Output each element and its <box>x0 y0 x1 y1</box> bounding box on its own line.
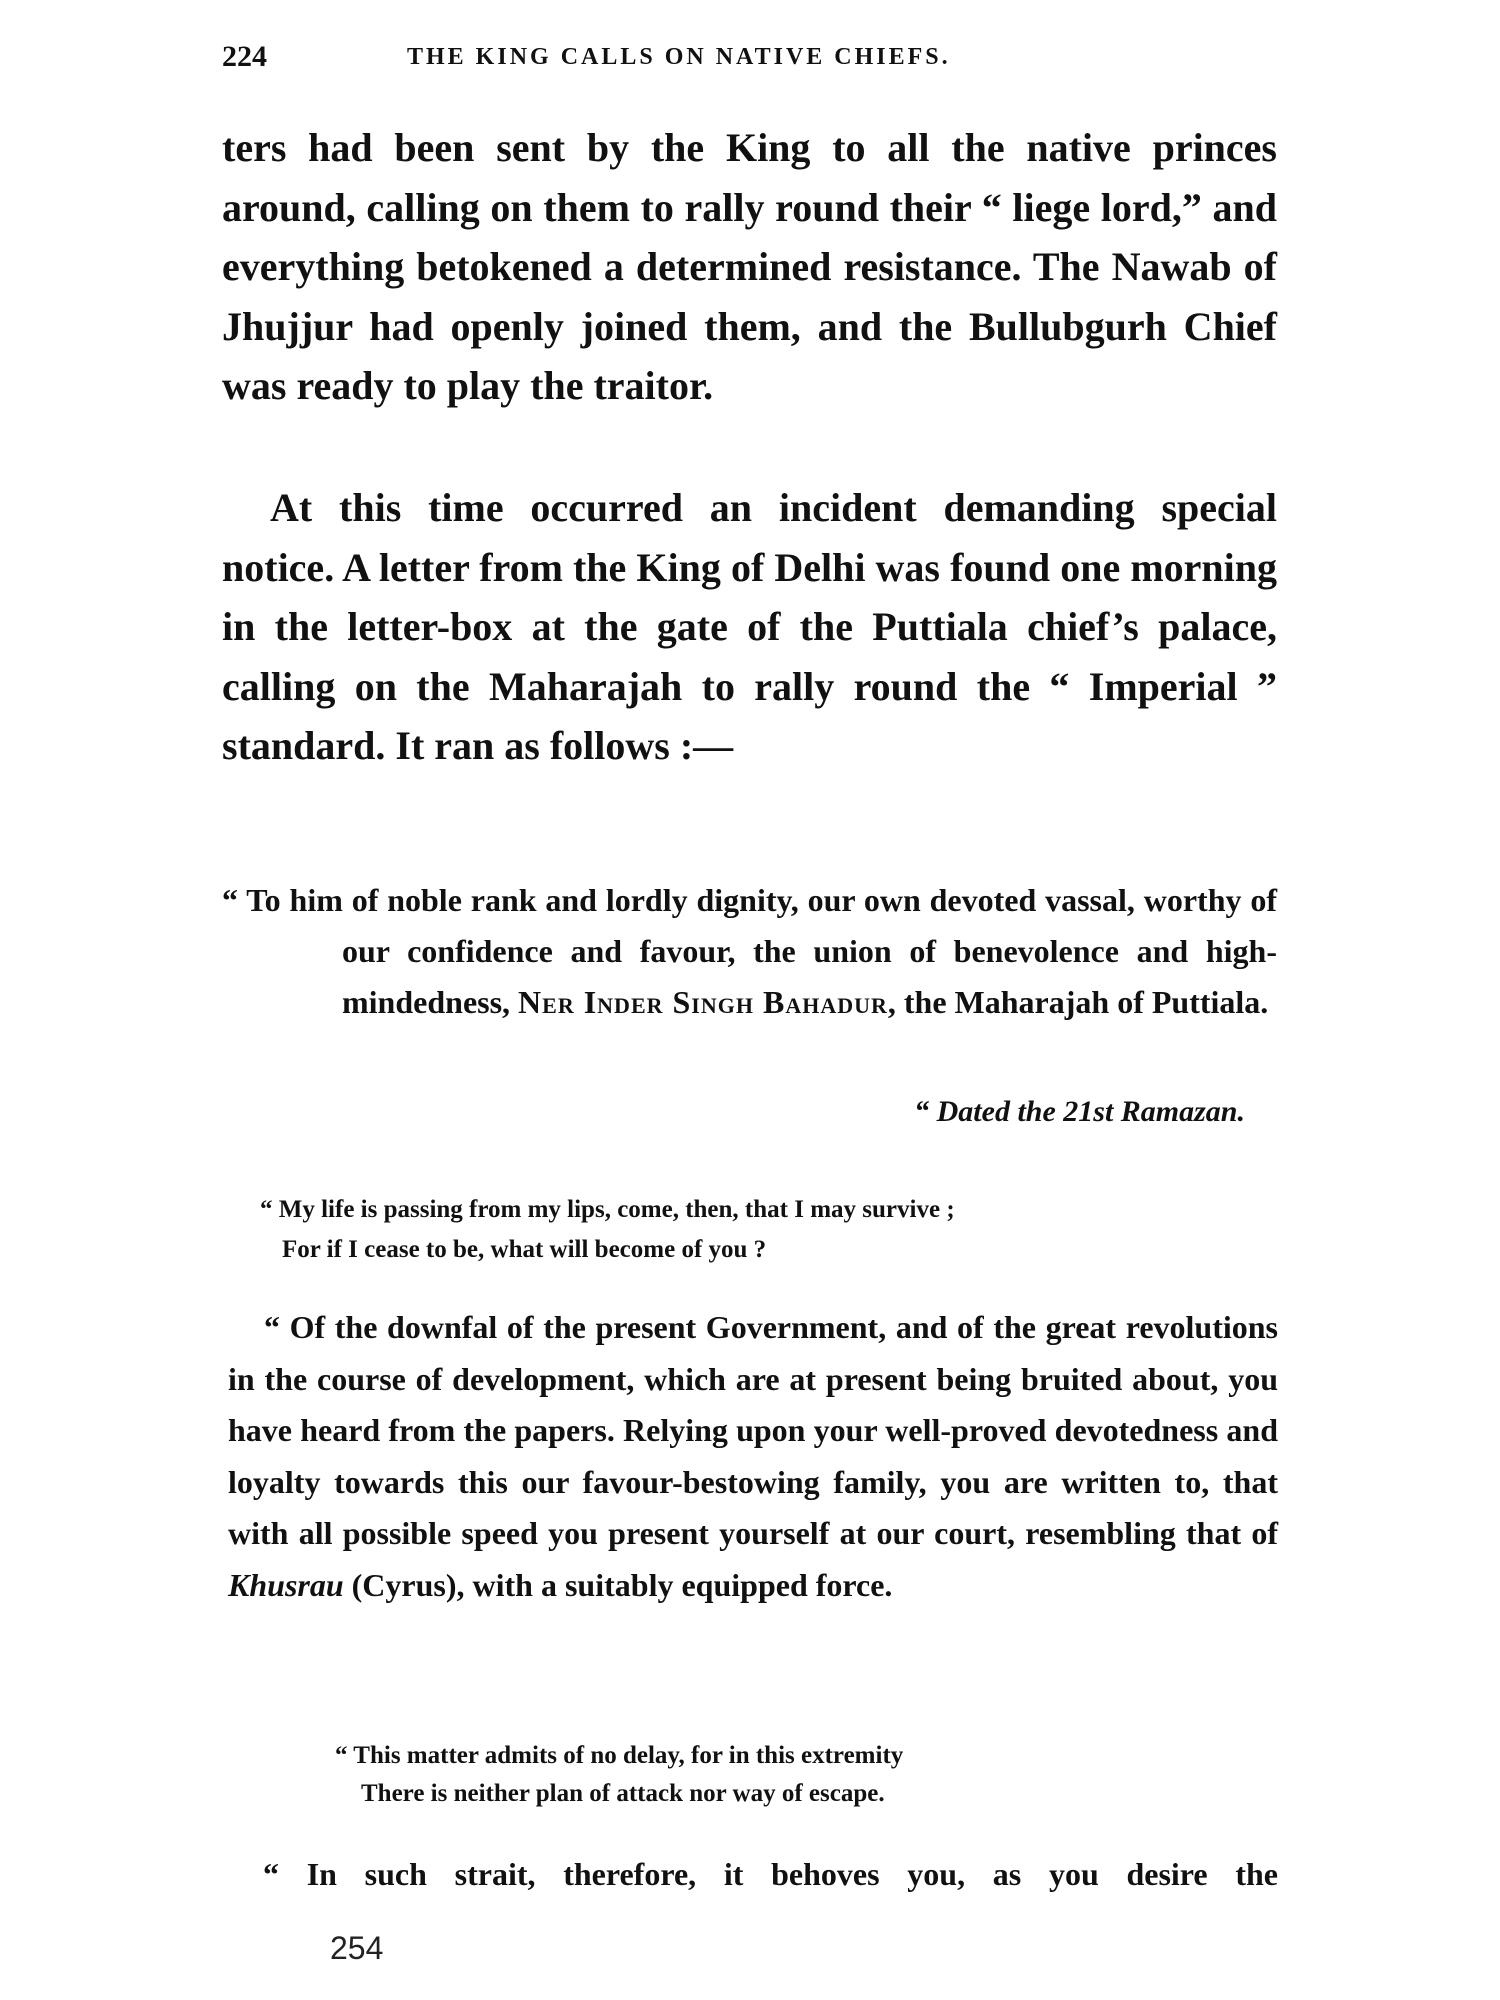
letter-address-text: “ To him of noble rank and lordly dignity, our own devoted vassal, worthy of our confidence and favour, the union of benevolence and high-mindedness, <box>222 882 1277 1020</box>
verse-line: “ My life is passing from my lips, come, then, that I may survive ; <box>260 1196 955 1223</box>
running-head <box>222 40 1312 80</box>
letter-address <box>222 875 1277 1028</box>
verse-line: “ This matter admits of no delay, for in this extremity <box>335 1742 904 1769</box>
letter-continuation: “ In such strait, therefore, it behoves you, as you desire the <box>263 1856 1278 1892</box>
letter-address-name: Ner Inder Singh Bahadur <box>518 984 888 1020</box>
verse-line: There is neither plan of attack nor way of escape. <box>361 1780 885 1807</box>
paragraph-2: At this time occurred an incident demanding special notice. A letter from the King of Delhi was found one morning in the letter-box at the gate of the Puttiala chief’s palace, calling on the Maharajah to rally round the “ Imperial ” standard. It ran as follows :— <box>222 485 1277 768</box>
letter-body-suffix: (Cyrus), with a suitably equipped force. <box>343 1566 893 1603</box>
letter-body-text: “ Of the downfal of the present Government, and of the great revolutions in the course of development, which are at present being bruited about, you have heard from the papers. Relying upon your well-proved devotedness and loyalty towards this our favour-bestowing family, you are written to, that with all possible speed you present yourself at our court, resembling that of <box>228 1309 1278 1551</box>
verse-couplet-2 <box>335 1737 1235 1813</box>
verse-line: For if I cease to be, what will become of you ? <box>282 1236 767 1263</box>
letter-body-italic: Khusrau <box>228 1566 344 1603</box>
page-number: 224 <box>222 40 267 73</box>
letter-date: “ Dated the 21st Ramazan. <box>914 1095 1245 1128</box>
running-title: THE KING CALLS ON NATIVE CHIEFS. <box>407 44 951 70</box>
verse-couplet-1 <box>260 1190 1260 1270</box>
letter-address-suffix: , the Maharajah of Puttiala. <box>887 984 1269 1020</box>
paragraph-1: ters had been sent by the King to all the native princes around, calling on them to rally round their “ liege lord,” and everything betokened a determined resistance. The Nawab of Jhujjur had openly joined them, and the Bullubgurh Chief was ready to play the traitor. <box>222 125 1277 408</box>
folio-number: 254 <box>330 1930 384 1966</box>
letter-body <box>228 1302 1278 1611</box>
